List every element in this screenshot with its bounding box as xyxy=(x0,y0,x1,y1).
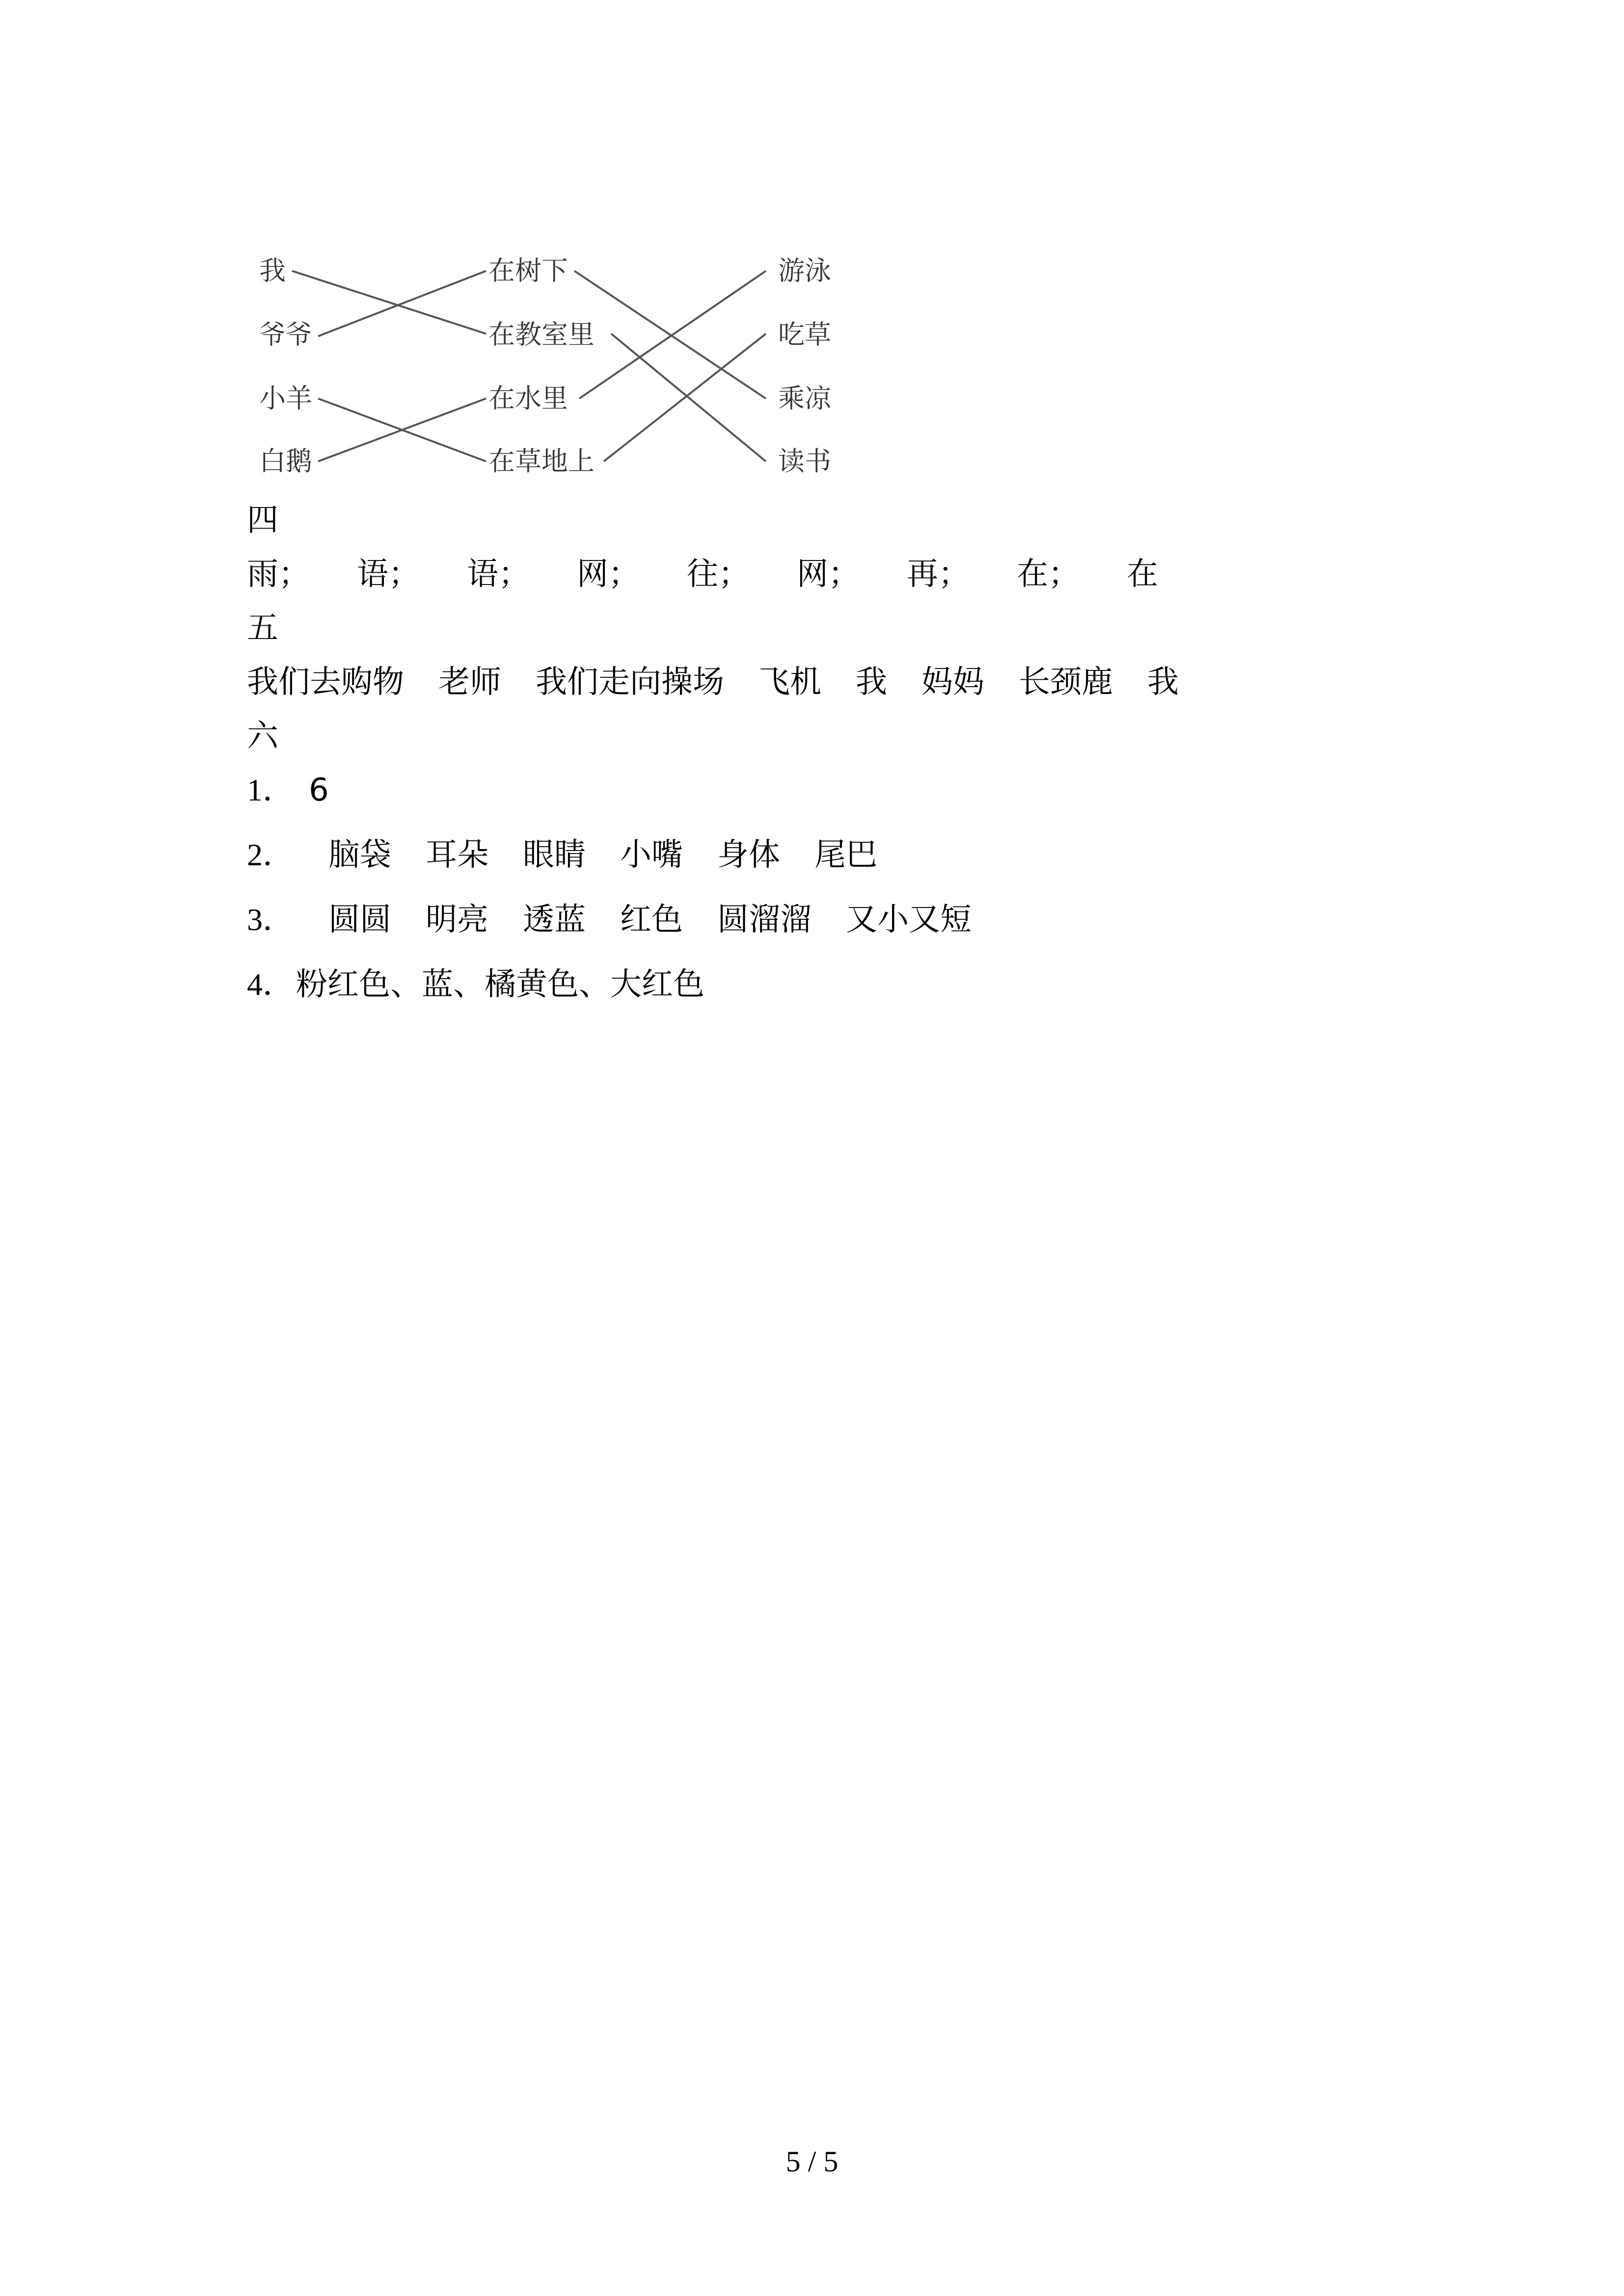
answer: 雨； xyxy=(247,556,310,592)
answer: 身体 xyxy=(717,837,780,873)
item-number: 4． xyxy=(247,967,294,1002)
answer: 透蓝 xyxy=(523,902,586,938)
col2-word: 在教室里 xyxy=(488,319,595,350)
answer: 再； xyxy=(907,556,970,592)
item-number: 3． xyxy=(247,902,294,937)
col1-word: 白鹅 xyxy=(259,446,312,477)
answer: 红色 xyxy=(620,902,683,938)
answer: 网； xyxy=(797,556,860,592)
answer: 粉红色、蓝、橘黄色、大红色 xyxy=(296,966,704,1003)
col1-word: 爷爷 xyxy=(259,319,312,350)
answer: 老师 xyxy=(438,664,501,700)
answer: 圆溜溜 xyxy=(717,902,812,938)
answer: 耳朵 xyxy=(426,837,488,873)
section-heading: 六 xyxy=(247,718,278,754)
answer: 语； xyxy=(357,556,420,592)
col3-word: 吃草 xyxy=(778,319,831,350)
answer: 小嘴 xyxy=(620,837,683,873)
col3-word: 游泳 xyxy=(778,255,831,286)
answer: 我们走向操场 xyxy=(536,664,724,700)
item-number: 1． xyxy=(247,773,294,807)
item-2 xyxy=(247,839,877,871)
col3-word: 乘凉 xyxy=(778,383,831,414)
answer: 在 xyxy=(1127,556,1158,592)
section-heading: 四 xyxy=(247,502,278,538)
item-3 xyxy=(247,902,972,938)
link-wo-classroom xyxy=(292,271,486,334)
answer: 又小又短 xyxy=(846,902,972,938)
answer: 我 xyxy=(1147,664,1179,700)
item-1 xyxy=(247,774,329,806)
answer: 我们去购物 xyxy=(247,664,404,700)
item-number: 2． xyxy=(247,837,294,872)
answer: 脑袋 xyxy=(328,837,391,873)
matching-diagram xyxy=(245,236,884,491)
answer: 圆圆 xyxy=(328,902,391,938)
col2-word: 在树下 xyxy=(488,255,568,286)
col2-word: 在水里 xyxy=(488,383,568,414)
page-number: 5 / 5 xyxy=(785,2145,839,2178)
section-heading: 五 xyxy=(247,610,278,646)
col2-word: 在草地上 xyxy=(488,446,595,477)
answer: 在； xyxy=(1017,556,1080,592)
col1-word: 我 xyxy=(259,255,286,286)
answer: 妈妈 xyxy=(921,664,984,700)
answer: 眼睛 xyxy=(523,837,586,873)
answer: 6 xyxy=(309,772,329,808)
answer: 网； xyxy=(577,556,640,592)
col1-word: 小羊 xyxy=(259,383,312,414)
answer: 我 xyxy=(856,664,887,700)
answer: 飞机 xyxy=(758,664,821,700)
item-4 xyxy=(247,966,704,1003)
answer: 明亮 xyxy=(426,902,488,938)
answer: 语； xyxy=(467,556,530,592)
col3-word: 读书 xyxy=(778,446,831,477)
answer: 尾巴 xyxy=(814,837,877,873)
section5-answers xyxy=(247,664,1179,700)
answer: 长颈鹿 xyxy=(1019,664,1113,700)
answer: 往； xyxy=(687,556,750,592)
section4-answers xyxy=(247,556,1205,592)
